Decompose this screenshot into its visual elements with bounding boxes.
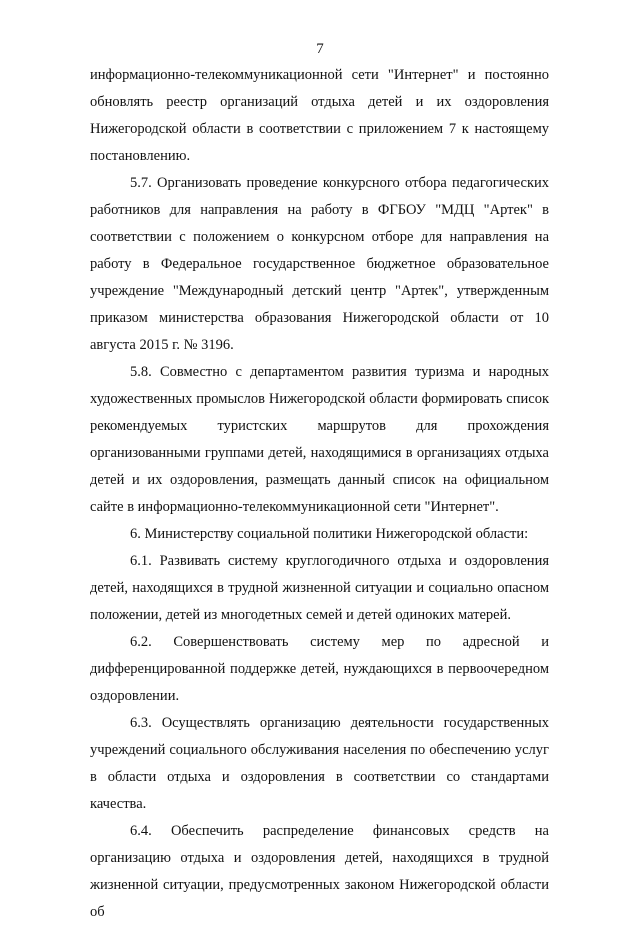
- paragraph-6-2: 6.2. Совершенствовать систему мер по адресной и дифференцированной поддержке детей, нуждающихся в первоочередном оздоровлении.: [90, 634, 549, 704]
- paragraph-5-7: 5.7. Организовать проведение конкурсного отбора педагогических работников для направления на работу в ФГБОУ "МДЦ "Артек" в соответствии с положением о конкурсном отборе для направления на работу в Федеральное государственное бюджетное образовательное учреждение "Международный детский центр "Артек", утвержденным приказом министерства образования Нижегородской области от 10 августа 2015 г. № 3196.: [90, 175, 549, 353]
- paragraph-6-3: 6.3. Осуществлять организацию деятельности государственных учреждений социального обслуживания населения по обеспечению услуг в области отдыха и оздоровления в соответствии со стандартами качества.: [90, 715, 549, 812]
- document-body: [90, 62, 549, 926]
- paragraph-6-4: 6.4. Обеспечить распределение финансовых средств на организацию отдыха и оздоровления детей, находящихся в трудной жизненной ситуации, предусмотренных законом Нижегородской области об: [90, 823, 549, 920]
- paragraph-6-1: 6.1. Развивать систему круглогодичного отдыха и оздоровления детей, находящихся в трудной жизненной ситуации и социально опасном положении, детей из многодетных семей и детей одиноких матерей.: [90, 553, 549, 623]
- paragraph-5-8: 5.8. Совместно с департаментом развития туризма и народных художественных промыслов Нижегородской области формировать список рекомендуемых туристских маршрутов для прохождения организованными группами детей, находящимися в организациях отдыха детей и их оздоровления, размещать данный список на официальном сайте в информационно-телекоммуникационной сети "Интернет".: [90, 364, 549, 515]
- paragraph-continuation: информационно-телекоммуникационной сети "Интернет" и постоянно обновлять реестр организаций отдыха детей и их оздоровления Нижегородской области в соответствии с приложением 7 к настоящему постановлению.: [90, 67, 549, 164]
- page-number: 7: [316, 41, 324, 57]
- paragraph-6-heading: 6. Министерству социальной политики Нижегородской области:: [130, 526, 529, 542]
